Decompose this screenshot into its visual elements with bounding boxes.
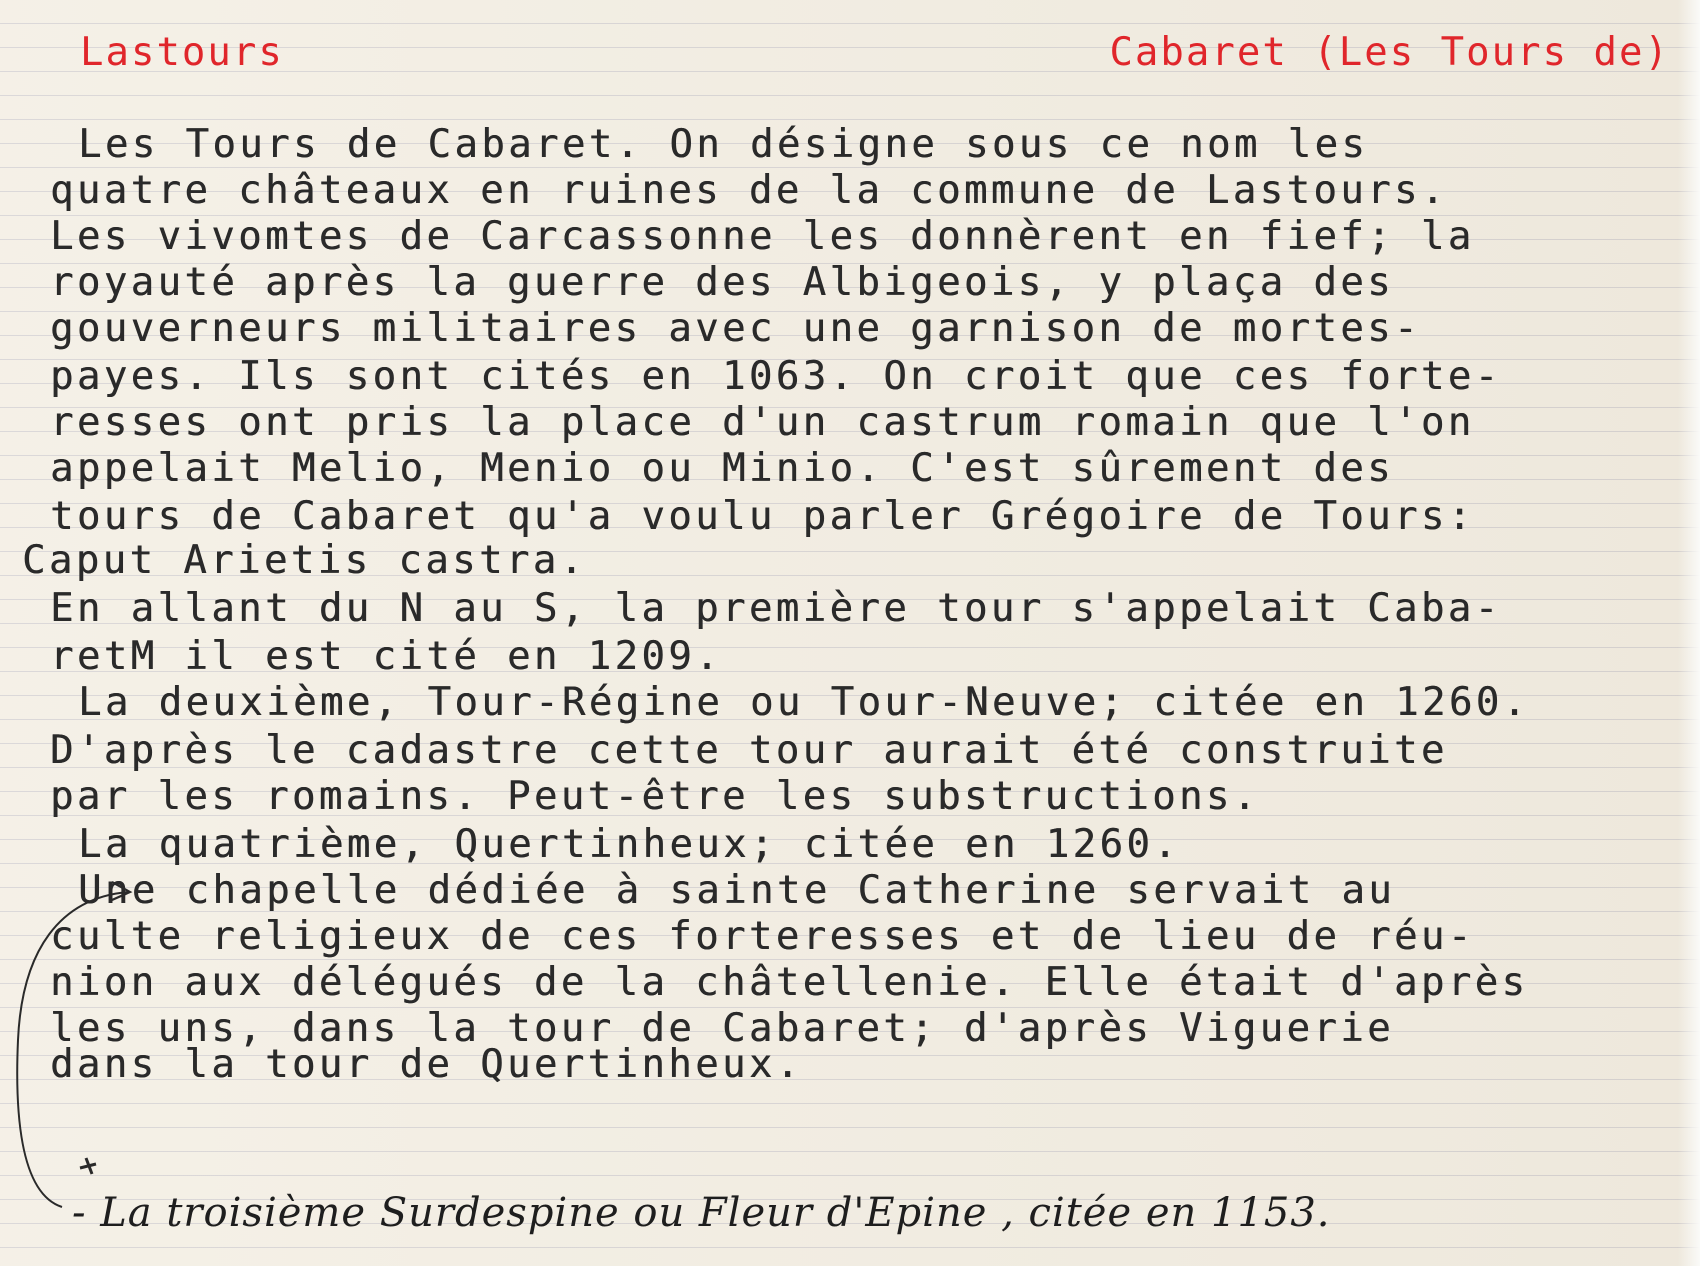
text-line: par les romains. Peut-être les substructions. [50, 774, 1260, 819]
card-header-subject: Cabaret (Les Tours de) [1109, 30, 1670, 75]
text-line: nion aux délégués de la châtellenie. Elle était d'après [50, 960, 1529, 1005]
text-line: les uns, dans la tour de Cabaret; d'après Viguerie [50, 1006, 1394, 1051]
text-line: Les Tours de Cabaret. On désigne sous ce nom les [78, 122, 1369, 167]
text-line: resses ont pris la place d'un castrum romain que l'on [50, 400, 1475, 445]
text-line: gouverneurs militaires avec une garnison de mortes- [50, 306, 1421, 351]
text-line: Une chapelle dédiée à sainte Catherine servait au [78, 868, 1396, 913]
text-line: D'après le cadastre cette tour aurait été construite [50, 728, 1448, 773]
handwritten-note: - La troisième Surdespine ou Fleur d'Epine , citée en 1153. [72, 1190, 1331, 1236]
text-line: dans la tour de Quertinheux. [50, 1042, 803, 1087]
text-line: culte religieux de ces forteresses et de lieu de réu- [50, 914, 1475, 959]
text-line: appelait Melio, Menio ou Minio. C'est sûrement des [50, 446, 1394, 491]
text-line: tours de Cabaret qu'a voulu parler Grégoire de Tours: [50, 494, 1475, 539]
text-line: royauté après la guerre des Albigeois, y plaça des [50, 260, 1394, 305]
text-line: payes. Ils sont cités en 1063. On croit que ces forte- [50, 354, 1502, 399]
text-line: En allant du N au S, la première tour s'appelait Caba- [50, 586, 1502, 631]
text-line: retM il est cité en 1209. [50, 634, 722, 679]
text-line: La deuxième, Tour-Régine ou Tour-Neuve; citée en 1260. [78, 680, 1530, 725]
text-line: La quatrième, Quertinheux; citée en 1260. [78, 822, 1181, 867]
text-line: Les vivomtes de Carcassonne les donnèrent en fief; la [50, 214, 1475, 259]
card-header-commune: Lastours [80, 30, 284, 75]
text-line: quatre châteaux en ruines de la commune de Lastours. [50, 168, 1448, 213]
text-line: Caput Arietis castra. [22, 538, 587, 583]
